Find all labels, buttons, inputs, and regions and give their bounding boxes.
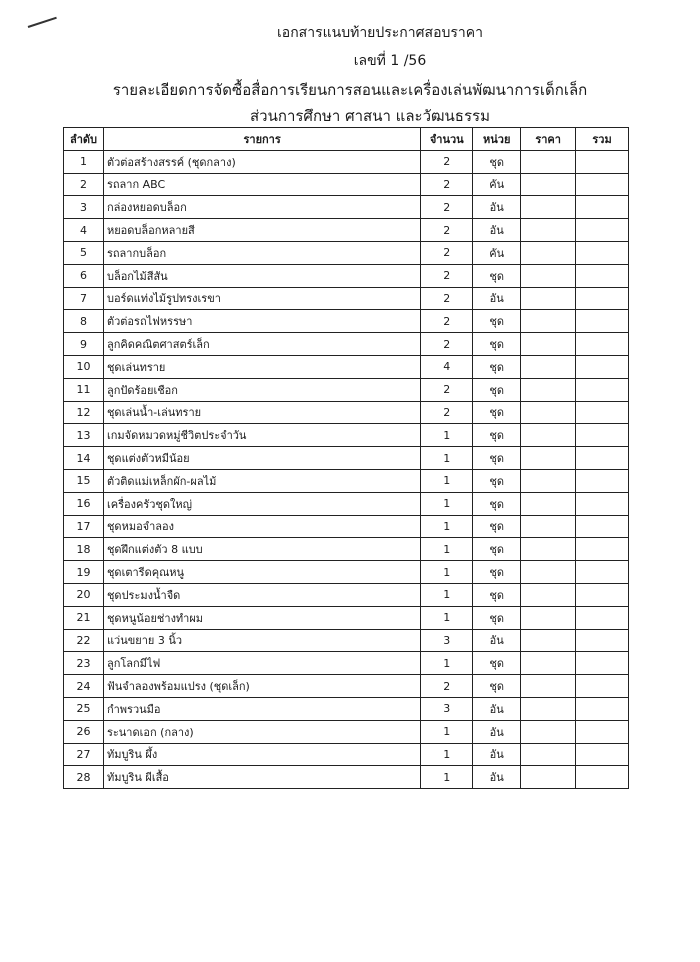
cell-price [521, 378, 576, 401]
cell-no: 8 [64, 310, 104, 333]
table-row [64, 150, 629, 173]
cell-qty: 2 [421, 333, 473, 356]
cell-total [576, 401, 629, 424]
cell-no: 3 [64, 196, 104, 219]
cell-total [576, 447, 629, 470]
cell-unit: ชุด [473, 675, 521, 698]
cell-price [521, 447, 576, 470]
cell-item: แว่นขยาย 3 นิ้ว [103, 629, 420, 652]
cell-total [576, 515, 629, 538]
cell-unit: อัน [473, 720, 521, 743]
cell-unit: ชุด [473, 310, 521, 333]
cell-unit: ชุด [473, 492, 521, 515]
table-row [64, 675, 629, 698]
cell-unit: ชุด [473, 424, 521, 447]
cell-no: 10 [64, 355, 104, 378]
cell-qty: 1 [421, 652, 473, 675]
cell-item: ฟันจำลองพร้อมแปรง (ชุดเล็ก) [103, 675, 420, 698]
cell-total [576, 697, 629, 720]
cell-item: ตัวต่อสร้างสรรค์ (ชุดกลาง) [103, 150, 420, 173]
cell-unit: ชุด [473, 401, 521, 424]
cell-price [521, 515, 576, 538]
table-row [64, 333, 629, 356]
cell-item: เกมจัดหมวดหมู่ชีวิตประจำวัน [103, 424, 420, 447]
cell-unit: ชุด [473, 538, 521, 561]
cell-item: ระนาดเอก (กลาง) [103, 720, 420, 743]
header-price: ราคา [521, 128, 576, 151]
cell-qty: 1 [421, 606, 473, 629]
cell-unit: อัน [473, 287, 521, 310]
cell-qty: 1 [421, 720, 473, 743]
cell-item: รถลากบล็อก [103, 241, 420, 264]
cell-unit: ชุด [473, 355, 521, 378]
cell-total [576, 629, 629, 652]
cell-item: ชุดเตารีดคุณหนู [103, 561, 420, 584]
cell-unit: ชุด [473, 447, 521, 470]
cell-no: 20 [64, 583, 104, 606]
cell-price [521, 469, 576, 492]
cell-item: ชุดแต่งตัวหมีน้อย [103, 447, 420, 470]
cell-no: 17 [64, 515, 104, 538]
cell-unit: ชุด [473, 606, 521, 629]
cell-total [576, 675, 629, 698]
cell-no: 2 [64, 173, 104, 196]
cell-qty: 3 [421, 697, 473, 720]
table-row [64, 310, 629, 333]
doc-title: เอกสารแนบท้ายประกาศสอบราคา [277, 25, 483, 41]
cell-unit: คัน [473, 241, 521, 264]
cell-no: 6 [64, 264, 104, 287]
table-row [64, 424, 629, 447]
cell-no: 27 [64, 743, 104, 766]
cell-qty: 2 [421, 378, 473, 401]
cell-price [521, 219, 576, 242]
table-row [64, 629, 629, 652]
items-table [63, 127, 629, 789]
cell-price [521, 355, 576, 378]
cell-qty: 2 [421, 401, 473, 424]
cell-price [521, 743, 576, 766]
cell-item: บล็อกไม้สีสัน [103, 264, 420, 287]
cell-no: 16 [64, 492, 104, 515]
table-row [64, 743, 629, 766]
header-item: รายการ [103, 128, 420, 151]
cell-item: รถลาก ABC [103, 173, 420, 196]
cell-price [521, 401, 576, 424]
cell-unit: อัน [473, 697, 521, 720]
cell-total [576, 196, 629, 219]
cell-total [576, 173, 629, 196]
cell-price [521, 675, 576, 698]
table-row [64, 583, 629, 606]
table-row [64, 561, 629, 584]
cell-unit: ชุด [473, 515, 521, 538]
table-row [64, 196, 629, 219]
cell-price [521, 697, 576, 720]
cell-qty: 1 [421, 766, 473, 789]
cell-price [521, 606, 576, 629]
cell-unit: คัน [473, 173, 521, 196]
cell-unit: ชุด [473, 652, 521, 675]
cell-no: 15 [64, 469, 104, 492]
table-row [64, 287, 629, 310]
cell-qty: 1 [421, 515, 473, 538]
cell-item: ลูกคิดคณิตศาสตร์เล็ก [103, 333, 420, 356]
cell-price [521, 196, 576, 219]
cell-item: ชุดฝึกแต่งตัว 8 แบบ [103, 538, 420, 561]
table-header-row [64, 128, 629, 151]
cell-qty: 2 [421, 150, 473, 173]
cell-no: 23 [64, 652, 104, 675]
cell-price [521, 652, 576, 675]
table-row [64, 378, 629, 401]
cell-item: ชุดประมงน้ำจืด [103, 583, 420, 606]
cell-item: บอร์ดแท่งไม้รูปทรงเรขา [103, 287, 420, 310]
cell-total [576, 287, 629, 310]
cell-total [576, 264, 629, 287]
cell-total [576, 766, 629, 789]
cell-qty: 1 [421, 424, 473, 447]
cell-unit: ชุด [473, 150, 521, 173]
cell-qty: 1 [421, 561, 473, 584]
cell-item: ทัมบูริน ผึ้ง [103, 743, 420, 766]
cell-unit: อัน [473, 196, 521, 219]
cell-no: 24 [64, 675, 104, 698]
cell-price [521, 583, 576, 606]
cell-qty: 1 [421, 583, 473, 606]
cell-no: 4 [64, 219, 104, 242]
table-row [64, 264, 629, 287]
cell-unit: ชุด [473, 333, 521, 356]
cell-no: 21 [64, 606, 104, 629]
cell-no: 25 [64, 697, 104, 720]
cell-total [576, 241, 629, 264]
cell-unit: อัน [473, 743, 521, 766]
cell-no: 28 [64, 766, 104, 789]
cell-no: 7 [64, 287, 104, 310]
cell-no: 5 [64, 241, 104, 264]
cell-price [521, 766, 576, 789]
cell-total [576, 310, 629, 333]
cell-price [521, 492, 576, 515]
cell-qty: 2 [421, 241, 473, 264]
table-row [64, 538, 629, 561]
cell-total [576, 355, 629, 378]
header-no: ลำดับ [64, 128, 104, 151]
table-row [64, 241, 629, 264]
header-unit: หน่วย [473, 128, 521, 151]
table-body [64, 150, 629, 788]
cell-qty: 1 [421, 492, 473, 515]
cell-unit: อัน [473, 219, 521, 242]
cell-no: 14 [64, 447, 104, 470]
cell-no: 26 [64, 720, 104, 743]
cell-total [576, 720, 629, 743]
table-row [64, 697, 629, 720]
cell-qty: 2 [421, 196, 473, 219]
cell-price [521, 424, 576, 447]
cell-unit: ชุด [473, 583, 521, 606]
cell-price [521, 264, 576, 287]
doc-subject: รายละเอียดการจัดซื้อสื่อการเรียนการสอนและเครื่องเล่นพัฒนาการเด็กเล็ก [112, 81, 588, 99]
cell-no: 1 [64, 150, 104, 173]
cell-unit: ชุด [473, 561, 521, 584]
cell-total [576, 333, 629, 356]
cell-total [576, 424, 629, 447]
cell-unit: ชุด [473, 264, 521, 287]
cell-qty: 1 [421, 538, 473, 561]
cell-qty: 2 [421, 219, 473, 242]
cell-price [521, 561, 576, 584]
cell-no: 22 [64, 629, 104, 652]
cell-item: หยอดบล็อกหลายสี [103, 219, 420, 242]
cell-price [521, 287, 576, 310]
cell-price [521, 241, 576, 264]
cell-price [521, 538, 576, 561]
cell-no: 18 [64, 538, 104, 561]
table-row [64, 652, 629, 675]
cell-qty: 2 [421, 675, 473, 698]
table-row [64, 720, 629, 743]
cell-no: 12 [64, 401, 104, 424]
cell-total [576, 378, 629, 401]
table-row [64, 447, 629, 470]
cell-item: ชุดเล่นน้ำ-เล่นทราย [103, 401, 420, 424]
cell-item: กำพรวนมือ [103, 697, 420, 720]
cell-item: ทัมบูริน ผีเสื้อ [103, 766, 420, 789]
cell-qty: 2 [421, 287, 473, 310]
cell-qty: 1 [421, 447, 473, 470]
cell-unit: ชุด [473, 469, 521, 492]
cell-total [576, 606, 629, 629]
cell-price [521, 310, 576, 333]
cell-unit: อัน [473, 766, 521, 789]
cell-price [521, 173, 576, 196]
cell-no: 19 [64, 561, 104, 584]
cell-item: ตัวติดแม่เหล็กผัก-ผลไม้ [103, 469, 420, 492]
cell-total [576, 561, 629, 584]
cell-price [521, 629, 576, 652]
cell-total [576, 492, 629, 515]
cell-total [576, 743, 629, 766]
header-qty: จำนวน [421, 128, 473, 151]
cell-qty: 2 [421, 310, 473, 333]
cell-no: 9 [64, 333, 104, 356]
cell-total [576, 652, 629, 675]
cell-total [576, 583, 629, 606]
cell-item: ลูกโลกมีไฟ [103, 652, 420, 675]
table-row [64, 606, 629, 629]
cell-price [521, 333, 576, 356]
doc-number: เลขที่ 1 /56 [353, 53, 427, 69]
cell-item: ลูกปัดร้อยเชือก [103, 378, 420, 401]
cell-qty: 1 [421, 469, 473, 492]
cell-total [576, 219, 629, 242]
table-row [64, 219, 629, 242]
cell-total [576, 150, 629, 173]
table-row [64, 355, 629, 378]
cell-qty: 4 [421, 355, 473, 378]
cell-item: ชุดหนูน้อยช่างทำผม [103, 606, 420, 629]
table-row [64, 469, 629, 492]
cell-no: 13 [64, 424, 104, 447]
table-row [64, 401, 629, 424]
cell-item: เครื่องครัวชุดใหญ่ [103, 492, 420, 515]
cell-qty: 3 [421, 629, 473, 652]
cell-total [576, 538, 629, 561]
table-row [64, 492, 629, 515]
cell-unit: อัน [473, 629, 521, 652]
cell-item: ชุดเล่นทราย [103, 355, 420, 378]
cell-qty: 2 [421, 173, 473, 196]
cell-item: กล่องหยอดบล็อก [103, 196, 420, 219]
table-row [64, 515, 629, 538]
cell-no: 11 [64, 378, 104, 401]
cell-unit: ชุด [473, 378, 521, 401]
cell-total [576, 469, 629, 492]
cell-qty: 1 [421, 743, 473, 766]
table-row [64, 766, 629, 789]
header-total: รวม [576, 128, 629, 151]
doc-department: ส่วนการศึกษา ศาสนา และวัฒนธรรม [250, 107, 490, 125]
cell-item: ชุดหมอจำลอง [103, 515, 420, 538]
cell-item: ตัวต่อรถไฟหรรษา [103, 310, 420, 333]
cell-qty: 2 [421, 264, 473, 287]
table-row [64, 173, 629, 196]
cell-price [521, 720, 576, 743]
cell-price [521, 150, 576, 173]
